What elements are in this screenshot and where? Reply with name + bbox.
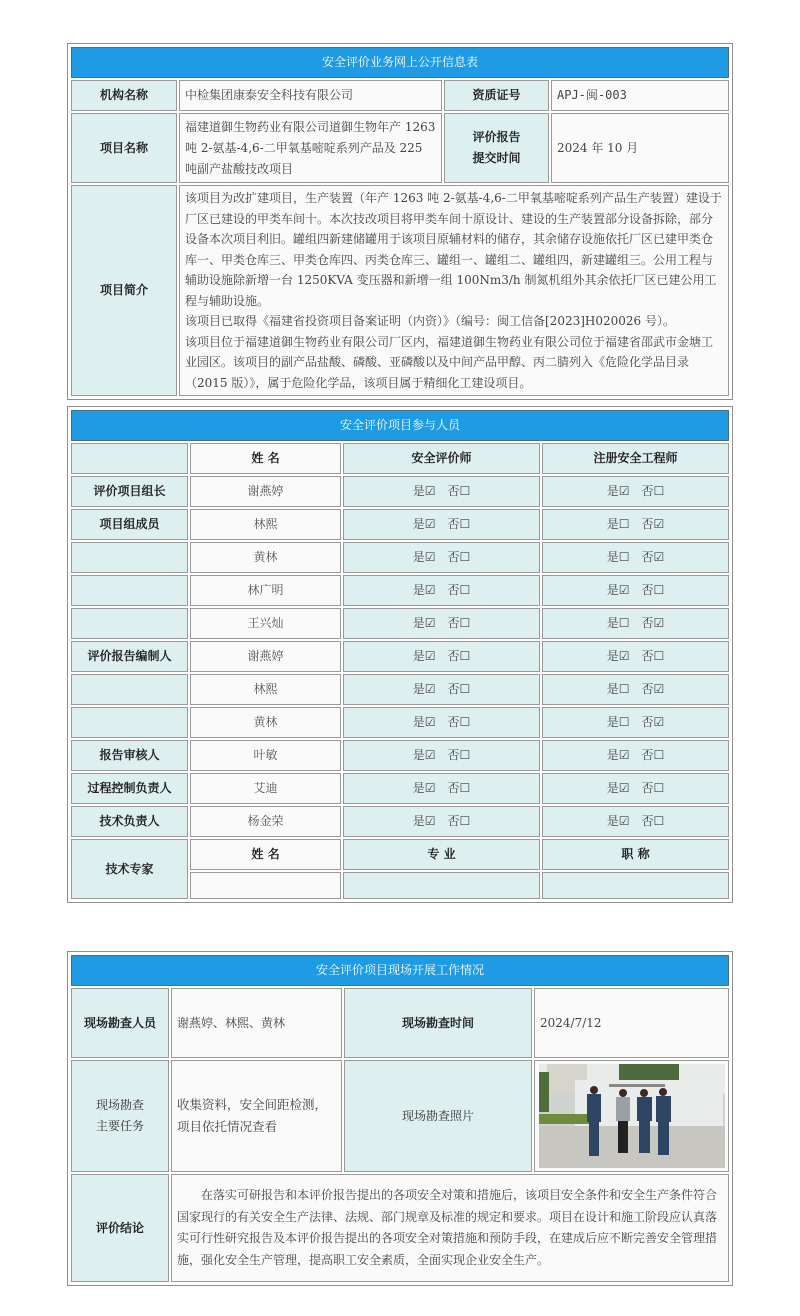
evaluator-check-cell [343, 641, 540, 672]
unchecked-box-icon[interactable]: ☐ [459, 682, 471, 696]
no-label: 否 [447, 649, 460, 663]
yes-label: 是 [412, 484, 425, 498]
role-cell [71, 542, 188, 573]
unchecked-box-icon[interactable]: ☐ [459, 517, 471, 531]
photo-label: 现场勘查照片 [344, 1060, 532, 1172]
unchecked-box-icon[interactable]: ☐ [459, 715, 471, 729]
checked-box-icon[interactable]: ☑ [618, 649, 630, 663]
unchecked-box-icon[interactable]: ☐ [618, 715, 630, 729]
engineer-check-cell [542, 806, 729, 837]
no-label: 否 [447, 484, 460, 498]
evaluator-check-cell [343, 476, 540, 507]
expert-col-title: 职 称 [542, 839, 729, 870]
yes-label: 是 [412, 814, 425, 828]
unchecked-box-icon[interactable]: ☐ [459, 484, 471, 498]
engineer-check-cell [542, 674, 729, 705]
report-time-label-line1: 评价报告 [472, 130, 521, 144]
participant-name: 林广明 [190, 575, 341, 606]
yes-label: 是 [412, 517, 425, 531]
checked-box-icon[interactable]: ☑ [618, 748, 630, 762]
no-label: 否 [447, 748, 460, 762]
checked-box-icon[interactable]: ☑ [424, 583, 436, 597]
no-label: 否 [641, 616, 654, 630]
unchecked-box-icon[interactable]: ☐ [459, 781, 471, 795]
yes-label: 是 [606, 616, 619, 630]
participant-name: 王兴灿 [190, 608, 341, 639]
no-label: 否 [641, 715, 654, 729]
role-cell [71, 674, 188, 705]
checked-box-icon[interactable]: ☑ [653, 550, 665, 564]
checked-box-icon[interactable]: ☑ [424, 715, 436, 729]
engineer-check-cell [542, 707, 729, 738]
site-work-table [67, 951, 733, 1286]
section-title-site-work: 安全评价项目现场开展工作情况 [71, 955, 729, 986]
public-info-table [67, 43, 733, 400]
evaluator-check-cell [343, 575, 540, 606]
checked-box-icon[interactable]: ☑ [618, 484, 630, 498]
yes-label: 是 [412, 748, 425, 762]
expert-label: 技术专家 [71, 839, 188, 899]
participant-row [71, 806, 729, 837]
participant-name: 黄林 [190, 542, 341, 573]
unchecked-box-icon[interactable]: ☐ [618, 616, 630, 630]
participants-table [67, 406, 733, 903]
expert-col-name: 姓 名 [190, 839, 341, 870]
role-cell: 评价报告编制人 [71, 641, 188, 672]
participant-row [71, 575, 729, 606]
role-cell: 评价项目组长 [71, 476, 188, 507]
role-cell [71, 608, 188, 639]
no-label: 否 [447, 682, 460, 696]
participant-name: 叶敏 [190, 740, 341, 771]
unchecked-box-icon[interactable]: ☐ [653, 583, 665, 597]
no-label: 否 [641, 814, 654, 828]
col-header-engineer: 注册安全工程师 [542, 443, 729, 474]
checked-box-icon[interactable]: ☑ [653, 682, 665, 696]
participant-row [71, 740, 729, 771]
checked-box-icon[interactable]: ☑ [424, 649, 436, 663]
evaluator-check-cell [343, 509, 540, 540]
participant-row [71, 608, 729, 639]
yes-label: 是 [412, 616, 425, 630]
yes-label: 是 [412, 781, 425, 795]
yes-label: 是 [606, 715, 619, 729]
site-survey-photo [539, 1064, 725, 1168]
no-label: 否 [641, 781, 654, 795]
unchecked-box-icon[interactable]: ☐ [653, 814, 665, 828]
engineer-check-cell [542, 608, 729, 639]
yes-label: 是 [606, 814, 619, 828]
no-label: 否 [447, 583, 460, 597]
no-label: 否 [447, 781, 460, 795]
intro-paragraph: 该项目已取得《福建省投资项目备案证明（内资）》（编号：闽工信备[2023]H020026 号）。 [185, 314, 675, 328]
unchecked-box-icon[interactable]: ☐ [653, 484, 665, 498]
unchecked-box-icon[interactable]: ☐ [459, 649, 471, 663]
unchecked-box-icon[interactable]: ☐ [653, 781, 665, 795]
survey-staff-label: 现场勘查人员 [71, 988, 169, 1058]
yes-label: 是 [606, 517, 619, 531]
intro-label: 项目简介 [71, 185, 177, 396]
unchecked-box-icon[interactable]: ☐ [459, 550, 471, 564]
intro-value [179, 185, 729, 396]
engineer-check-cell [542, 509, 729, 540]
checked-box-icon[interactable]: ☑ [424, 748, 436, 762]
no-label: 否 [641, 682, 654, 696]
col-header-name: 姓 名 [190, 443, 341, 474]
task-label [71, 1060, 169, 1172]
no-label: 否 [641, 583, 654, 597]
checked-box-icon[interactable]: ☑ [424, 517, 436, 531]
task-label-line2: 主要任务 [95, 1119, 144, 1133]
cert-value: APJ-闽-003 [551, 80, 729, 111]
checked-box-icon[interactable]: ☑ [618, 781, 630, 795]
checked-box-icon[interactable]: ☑ [424, 814, 436, 828]
expert-name-cell [190, 872, 341, 899]
yes-label: 是 [606, 748, 619, 762]
yes-label: 是 [412, 649, 425, 663]
participant-row [71, 509, 729, 540]
yes-label: 是 [412, 583, 425, 597]
expert-title-cell [542, 872, 729, 899]
conclusion-value: 在落实可研报告和本评价报告提出的各项安全对策和措施后，该项目安全条件和安全生产条件符合国家现行的有关安全生产法律、法规、部门规章及标准的规定和要求。项目在设计和施工阶段应认真落实可行性研究报告及本评价报告提出的各项安全对策措施和预防手段，在建成后应不断完善安全管理措施，强化安全生产管理，提高职工安全素质，全面实现企业安全生产。 [171, 1174, 729, 1282]
expert-col-major: 专 业 [343, 839, 540, 870]
no-label: 否 [447, 517, 460, 531]
role-cell: 项目组成员 [71, 509, 188, 540]
yes-label: 是 [412, 682, 425, 696]
participant-row [71, 476, 729, 507]
participant-name: 黄林 [190, 707, 341, 738]
role-cell: 报告审核人 [71, 740, 188, 771]
col-header-evaluator: 安全评价师 [343, 443, 540, 474]
participant-name: 林熙 [190, 674, 341, 705]
unchecked-box-icon[interactable]: ☐ [618, 682, 630, 696]
checked-box-icon[interactable]: ☑ [424, 484, 436, 498]
no-label: 否 [641, 748, 654, 762]
unchecked-box-icon[interactable]: ☐ [459, 583, 471, 597]
evaluator-check-cell [343, 773, 540, 804]
unchecked-box-icon[interactable]: ☐ [618, 517, 630, 531]
expert-major-cell [343, 872, 540, 899]
role-cell [71, 707, 188, 738]
participant-name: 林熙 [190, 509, 341, 540]
checked-box-icon[interactable]: ☑ [424, 616, 436, 630]
participant-row [71, 773, 729, 804]
evaluator-check-cell [343, 542, 540, 573]
intro-paragraph: 该项目位于福建道御生物药业有限公司厂区内，福建道御生物药业有限公司位于福建省邵武市金塘工业园区。该项目的副产品盐酸、磷酸、亚磷酸以及中间产品甲醇、丙二腈列入《危险化学品目录（2015 版）》，属于危险化学品，该项目属于精细化工建设项目。 [185, 334, 714, 390]
no-label: 否 [447, 616, 460, 630]
role-cell: 技术负责人 [71, 806, 188, 837]
yes-label: 是 [606, 583, 619, 597]
participant-name: 谢燕婷 [190, 476, 341, 507]
no-label: 否 [641, 550, 654, 564]
unchecked-box-icon[interactable]: ☐ [459, 748, 471, 762]
no-label: 否 [641, 484, 654, 498]
engineer-check-cell [542, 476, 729, 507]
participant-row [71, 641, 729, 672]
participant-row [71, 542, 729, 573]
cert-label: 资质证号 [444, 80, 549, 111]
no-label: 否 [641, 649, 654, 663]
project-value: 福建道御生物药业有限公司道御生物年产 1263 吨 2-氨基-4,6-二甲氧基嘧啶系列产品及 225 吨副产盐酸技改项目 [179, 113, 442, 183]
participant-row [71, 707, 729, 738]
header-blank-cell [71, 443, 188, 474]
yes-label: 是 [412, 550, 425, 564]
no-label: 否 [447, 715, 460, 729]
report-time-label-line2: 提交时间 [472, 151, 521, 165]
intro-paragraph: 该项目为改扩建项目，生产装置（年产 1263 吨 2-氨基-4,6-二甲氧基嘧啶系列产品生产装置）建设于厂区已建设的甲类车间十。本次技改项目将甲类车间十原设计、建设的生产装置部分设备拆除，部分设备本次项目利旧。罐组四新建储罐用于该项目原辅材料的储存，其余储存设施依托厂区已建甲类仓库一、甲类仓库三、甲类仓库四、丙类仓库三、罐组一、罐组二、罐组四，新建罐组三。公用工程与辅助设施除新增一台 1250KVA 变压器和新增一组 100Nm3/h 制氮机组外其余依托厂区已建公用工程与辅助设施。 [185, 191, 722, 308]
checked-box-icon[interactable]: ☑ [424, 550, 436, 564]
unchecked-box-icon[interactable]: ☐ [459, 814, 471, 828]
participant-row [71, 674, 729, 705]
project-label: 项目名称 [71, 113, 177, 183]
engineer-check-cell [542, 740, 729, 771]
checked-box-icon[interactable]: ☑ [618, 583, 630, 597]
section-title-participants: 安全评价项目参与人员 [71, 410, 729, 441]
participant-name: 谢燕婷 [190, 641, 341, 672]
participant-name: 艾迪 [190, 773, 341, 804]
photo-cell [534, 1060, 729, 1172]
conclusion-label: 评价结论 [71, 1174, 169, 1282]
evaluator-check-cell [343, 806, 540, 837]
engineer-check-cell [542, 773, 729, 804]
org-value: 中检集团康泰安全科技有限公司 [179, 80, 442, 111]
yes-label: 是 [606, 781, 619, 795]
engineer-check-cell [542, 542, 729, 573]
checked-box-icon[interactable]: ☑ [424, 781, 436, 795]
role-cell: 过程控制负责人 [71, 773, 188, 804]
survey-time-value: 2024/7/12 [534, 988, 729, 1058]
task-label-line1: 现场勘查 [95, 1098, 144, 1112]
role-cell [71, 575, 188, 606]
checked-box-icon[interactable]: ☑ [653, 616, 665, 630]
yes-label: 是 [606, 550, 619, 564]
unchecked-box-icon[interactable]: ☐ [653, 748, 665, 762]
section-title-public-info: 安全评价业务网上公开信息表 [71, 47, 729, 78]
task-value: 收集资料，安全间距检测，项目依托情况查看 [171, 1060, 342, 1172]
survey-staff-value: 谢燕婷、林熙、黄林 [171, 988, 342, 1058]
participant-name: 杨金荣 [190, 806, 341, 837]
yes-label: 是 [606, 682, 619, 696]
checked-box-icon[interactable]: ☑ [618, 814, 630, 828]
unchecked-box-icon[interactable]: ☐ [459, 616, 471, 630]
yes-label: 是 [606, 484, 619, 498]
engineer-check-cell [542, 641, 729, 672]
unchecked-box-icon[interactable]: ☐ [653, 649, 665, 663]
report-time-label [444, 113, 549, 183]
checked-box-icon[interactable]: ☑ [653, 715, 665, 729]
checked-box-icon[interactable]: ☑ [653, 517, 665, 531]
evaluator-check-cell [343, 608, 540, 639]
yes-label: 是 [412, 715, 425, 729]
no-label: 否 [447, 550, 460, 564]
survey-time-label: 现场勘查时间 [344, 988, 532, 1058]
checked-box-icon[interactable]: ☑ [424, 682, 436, 696]
org-label: 机构名称 [71, 80, 177, 111]
unchecked-box-icon[interactable]: ☐ [618, 550, 630, 564]
yes-label: 是 [606, 649, 619, 663]
site-photo-illustration [539, 1064, 725, 1168]
engineer-check-cell [542, 575, 729, 606]
evaluator-check-cell [343, 740, 540, 771]
report-time-value: 2024 年 10 月 [551, 113, 729, 183]
evaluator-check-cell [343, 707, 540, 738]
no-label: 否 [447, 814, 460, 828]
no-label: 否 [641, 517, 654, 531]
evaluator-check-cell [343, 674, 540, 705]
